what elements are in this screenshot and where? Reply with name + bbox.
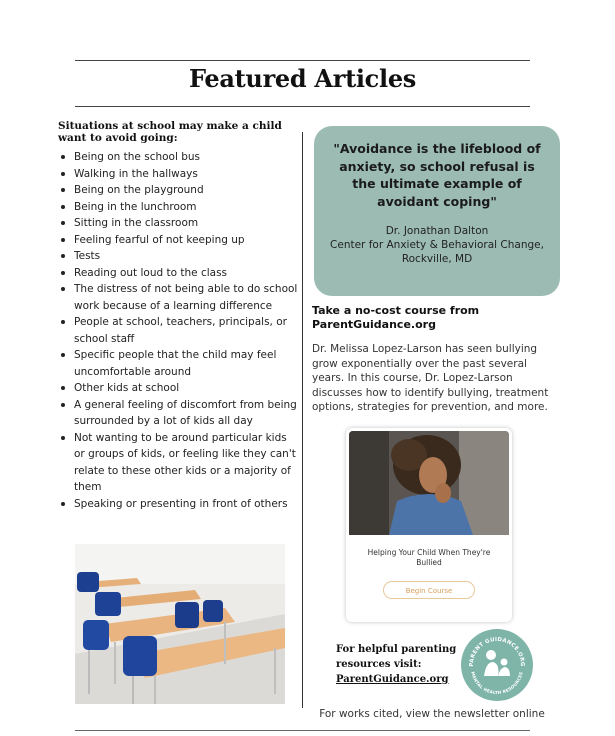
list-item: Speaking or presenting in front of others: [58, 496, 298, 513]
top-rule: [75, 60, 530, 61]
logo-top-text: PARENT GUIDANCE.ORG: [468, 636, 526, 667]
course-description: Dr. Melissa Lopez-Larson has seen bullying grow exponentially over the past several years. In this course, Dr. Lopez-Larson discusses how to identify bullying, treatment options, strategies for prevention, and more.: [312, 343, 549, 413]
course-heading-line1: Take a no-cost course from: [312, 304, 480, 317]
logo-bottom-text: MENTAL HEALTH RESOURCES: [470, 671, 524, 696]
course-heading: [312, 304, 562, 332]
resources-line2: resources visit:: [336, 659, 422, 670]
list-item: Other kids at school: [58, 380, 298, 397]
parentguidance-link[interactable]: ParentGuidance.org: [336, 674, 449, 685]
course-card-title: Helping Your Child When They're Bullied: [367, 548, 491, 567]
list-item: Walking in the hallways: [58, 166, 298, 183]
bottom-rule: [75, 730, 530, 731]
left-column: [58, 118, 298, 512]
quote-author: Dr. Jonathan Dalton: [385, 225, 489, 237]
situations-list: [58, 149, 298, 512]
page-title: Featured Articles: [188, 64, 416, 93]
parentguidance-logo: [460, 628, 534, 702]
quote-location: Rockville, MD: [401, 253, 473, 265]
logo-badge: [460, 628, 534, 702]
list-item: Reading out loud to the class: [58, 265, 298, 282]
title-rule: [75, 106, 530, 107]
resources-callout: [336, 642, 466, 687]
quote-attribution: [314, 224, 560, 266]
classroom-image: [75, 544, 285, 704]
quote-text: "Avoidance is the lifeblood of anxiety, so school refusal is the ultimate example of avoidant coping": [333, 141, 541, 209]
list-item: Sitting in the classroom: [58, 215, 298, 232]
situations-intro: Situations at school may make a child want to avoid going:: [58, 120, 282, 144]
list-item: Feeling fearful of not keeping up: [58, 232, 298, 249]
resources-line1: For helpful parenting: [336, 644, 457, 655]
course-heading-line2: ParentGuidance.org: [312, 318, 436, 331]
list-item: Being on the school bus: [58, 149, 298, 166]
pull-quote: [314, 126, 560, 296]
list-item: Being on the playground: [58, 182, 298, 199]
course-photo: [349, 431, 509, 535]
list-item: The distress of not being able to do school work because of a learning difference: [58, 281, 298, 314]
footer-note: For works cited, view the newsletter online: [319, 708, 545, 720]
classroom-photo: [75, 544, 285, 704]
list-item: Being in the lunchroom: [58, 199, 298, 216]
course-card[interactable]: [346, 428, 512, 622]
column-divider: [302, 132, 303, 708]
quote-org: Center for Anxiety & Behavioral Change,: [330, 239, 544, 251]
list-item: Not wanting to be around particular kids or groups of kids, or feeling like they can't relate to these other kids or a majority of them: [58, 430, 298, 496]
list-item: People at school, teachers, principals, or school staff: [58, 314, 298, 347]
student-image: [349, 431, 509, 535]
list-item: A general feeling of discomfort from being surrounded by a lot of kids all day: [58, 397, 298, 430]
list-item: Tests: [58, 248, 298, 265]
begin-course-button[interactable]: Begin Course: [383, 581, 475, 599]
list-item: Specific people that the child may feel uncomfortable around: [58, 347, 298, 380]
